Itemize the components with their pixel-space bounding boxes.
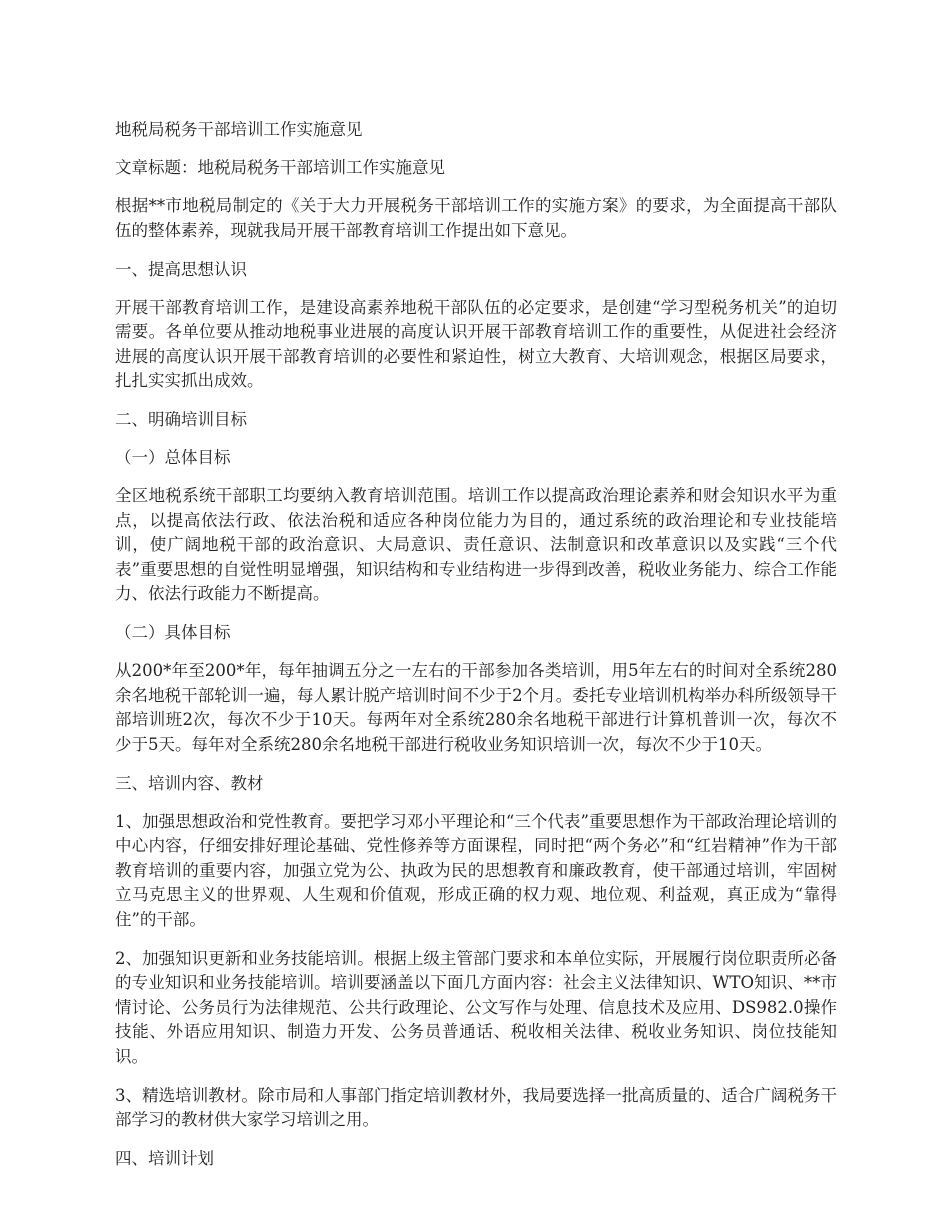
section-1-paragraph: 开展干部教育培训工作，是建设高素养地税干部队伍的必定要求，是创建“学习型税务机关”的迫切需要。各单位要从推动地税事业进展的高度认识开展干部教育培训工作的重要性，从促进社会经济进展的高度认识开展干部教育培训的必要性和紧迫性，树立大教育、大培训观念，根据区局要求，扎扎实实抓出成效。 (115, 297, 837, 390)
article-title: 文章标题：地税局税务干部培训工作实施意见 (115, 158, 445, 177)
section-3-heading: 三、培训内容、教材 (115, 773, 264, 793)
section-4-heading: 四、培训计划 (115, 1149, 214, 1168)
section-2-paragraph-1: 全区地税系统干部职工均要纳入教育培训范围。培训工作以提高政治理论素养和财会知识水平为重点，以提高依法行政、依法治税和适应各种岗位能力为目的，通过系统的政治理论和专业技能培训，使广阔地税干部的政治意识、大局意识、责任意识、法制意识和改革意识以及实践“三个代表”重要思想的自觉性明显增强，知识结构和专业结构进一步得到改善，税收业务能力、综合工作能力、依法行政能力不断提高。 (115, 486, 837, 603)
section-3-item-1: 1、加强思想政治和党性教育。要把学习邓小平理论和“三个代表”重要思想作为干部政治理论培训的中心内容，仔细安排好理论基础、党性修养等方面课程，同时把“两个务必”和“红岩精神”作为干部教育培训的重要内容，加强立党为公、执政为民的思想教育和廉政教育，使干部通过培训，牢固树立马克思主义的世界观、人生观和价值观，形成正确的权力观、地位观、利益观，真正成为“靠得住”的干部。 (115, 811, 837, 929)
section-2-heading: 二、明确培训目标 (115, 410, 247, 429)
section-2-paragraph-2: 从200*年至200*年，每年抽调五分之一左右的干部参加各类培训，用5年左右的时间对全系统280余名地税干部轮训一遍，每人累计脱产培训时间不少于2个月。委托专业培训机构举办科所级领导干部培训班2次，每次不少于10天。每两年对全系统280余名地税干部进行计算机普训一次，每次不少于5天。每年对全系统280余名地税干部进行税收业务知识培训一次，每次不少于10天。 (115, 661, 837, 754)
section-1-heading: 一、提高思想认识 (115, 259, 247, 279)
section-3-item-2: 2、加强知识更新和业务技能培训。根据上级主管部门要求和本单位实际，开展履行岗位职责所必备的专业知识和业务技能培训。培训要涵盖以下面几方面内容：社会主义法律知识、WTO知识、**市情讨论、公务员行为法律规范、公共行政理论、公文写作与处理、信息技术及应用、DS982.0操作技能、外语应用知识、制造力开发、公务员普通话、税收相关法律、税收业务知识、岗位技能知识。 (115, 948, 837, 1066)
document-title: 地税局税务干部培训工作实施意见 (115, 120, 363, 139)
intro-paragraph: 根据**市地税局制定的《关于大力开展税务干部培训工作的实施方案》的要求，为全面提高干部队伍的整体素养，现就我局开展干部教育培训工作提出如下意见。 (115, 196, 837, 240)
document-page (115, 118, 837, 1185)
section-3-item-3: 3、精选培训教材。除市局和人事部门指定培训教材外，我局要选择一批高质量的、适合广阔税务干部学习的教材供大家学习培训之用。 (115, 1085, 837, 1129)
section-2-subheading-2: （二）具体目标 (115, 623, 231, 642)
section-2-subheading-1: （一）总体目标 (115, 448, 231, 467)
